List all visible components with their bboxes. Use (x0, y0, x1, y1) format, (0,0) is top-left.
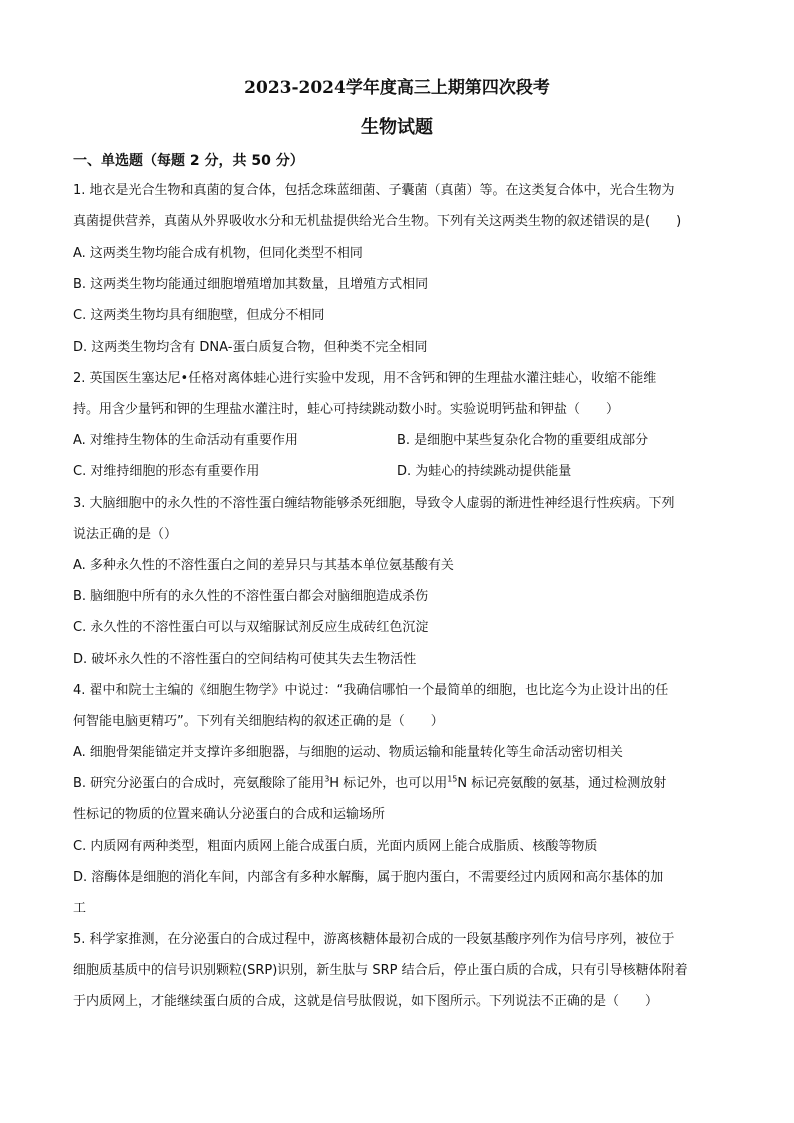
q4-option-d-line2: 工 (73, 901, 87, 916)
q2-stem-line2: 持。用含少量钙和钾的生理盐水灌注时，蛙心可持续跳动数小时。实验说明钙盐和钾盐（ ） (73, 402, 620, 417)
section-heading: 一、单选题（每题 2 分，共 50 分） (73, 153, 304, 169)
exam-title: 2023-2024学年度高三上期第四次段考 (244, 78, 550, 98)
q4-option-b-line1 (73, 775, 666, 793)
q4-option-d-line1: D. 溶酶体是细胞的消化车间，内部含有多种水解酶，属于胞内蛋白，不需要经过内质网和高尔基体的加 (73, 870, 664, 885)
q5-stem-line3: 于内质网上，才能继续蛋白质的合成，这就是信号肽假说，如下图所示。下列说法不正确的是（ ） (73, 994, 659, 1009)
q3-stem-line1: 3. 大脑细胞中的永久性的不溶性蛋白缠结物能够杀死细胞，导致令人虚弱的渐进性神经退行性疾病。下列 (73, 496, 675, 511)
q2-option-d: D. 为蛙心的持续跳动提供能量 (397, 464, 572, 479)
q5-stem-line2: 细胞质基质中的信号识别颗粒(SRP)识别，新生肽与 SRP 结合后，停止蛋白质的合成，只有引导核糖体附着 (73, 963, 688, 978)
q4-option-b-text1: B. 研究分泌蛋白的合成时，亮氨酸除了能用 (73, 776, 325, 791)
q2-option-c: C. 对维持细胞的形态有重要作用 (73, 464, 260, 479)
q2-option-a: A. 对维持生物体的生命活动有重要作用 (73, 433, 298, 448)
q3-option-a: A. 多种永久性的不溶性蛋白之间的差异只与其基本单位氨基酸有关 (73, 558, 454, 573)
isotope-mass-3: 3 (324, 774, 330, 784)
isotope-mass-15: 15 (447, 774, 458, 784)
q1-option-a: A. 这两类生物均能合成有机物，但同化类型不相同 (73, 246, 363, 261)
q1-stem-line2: 真菌提供营养，真菌从外界吸收水分和无机盐提供给光合生物。下列有关这两类生物的叙述错误的是( ) (73, 214, 682, 229)
q1-option-d: D. 这两类生物均含有 DNA-蛋白质复合物，但种类不完全相同 (73, 340, 428, 355)
q4-option-b-text3: N 标记亮氨酸的氨基，通过检测放射 (457, 776, 667, 791)
q4-stem-line1: 4. 翟中和院士主编的《细胞生物学》中说过：“我确信哪怕一个最简单的细胞，也比迄今为止设计出的任 (73, 683, 669, 698)
q1-option-c: C. 这两类生物均具有细胞壁，但成分不相同 (73, 308, 325, 323)
q4-option-b-text2: H 标记外，也可以用 (329, 776, 448, 791)
q4-option-a: A. 细胞骨架能锚定并支撑许多细胞器，与细胞的运动、物质运输和能量转化等生命活动密切相关 (73, 745, 623, 760)
q3-stem-line2: 说法正确的是（） (73, 527, 178, 542)
q1-stem-line1: 1. 地衣是光合生物和真菌的复合体，包括念珠蓝细菌、子囊菌（真菌）等。在这类复合体中，光合生物为 (73, 183, 675, 198)
q3-option-d: D. 破坏永久性的不溶性蛋白的空间结构可使其失去生物活性 (73, 652, 417, 667)
q3-option-b: B. 脑细胞中所有的永久性的不溶性蛋白都会对脑细胞造成杀伤 (73, 589, 429, 604)
q2-stem-line1: 2. 英国医生塞达尼•任格对离体蛙心进行实验中发现，用不含钙和钾的生理盐水灌注蛙心，收缩不能维 (73, 371, 657, 386)
q4-option-c: C. 内质网有两种类型，粗面内质网上能合成蛋白质，光面内质网上能合成脂质、核酸等物质 (73, 839, 598, 854)
q2-option-b: B. 是细胞中某些复杂化合物的重要组成部分 (397, 433, 649, 448)
q1-option-b: B. 这两类生物均能通过细胞增殖增加其数量，且增殖方式相同 (73, 277, 429, 292)
q4-stem-line2: 何智能电脑更精巧”。下列有关细胞结构的叙述正确的是（ ） (73, 714, 444, 729)
q5-stem-line1: 5. 科学家推测，在分泌蛋白的合成过程中，游离核糖体最初合成的一段氨基酸序列作为信号序列，被位于 (73, 932, 675, 947)
q4-option-b-line2: 性标记的物质的位置来确认分泌蛋白的合成和运输场所 (73, 807, 386, 822)
q3-option-c: C. 永久性的不溶性蛋白可以与双缩脲试剂反应生成砖红色沉淀 (73, 620, 429, 635)
subject-title: 生物试题 (361, 117, 433, 138)
